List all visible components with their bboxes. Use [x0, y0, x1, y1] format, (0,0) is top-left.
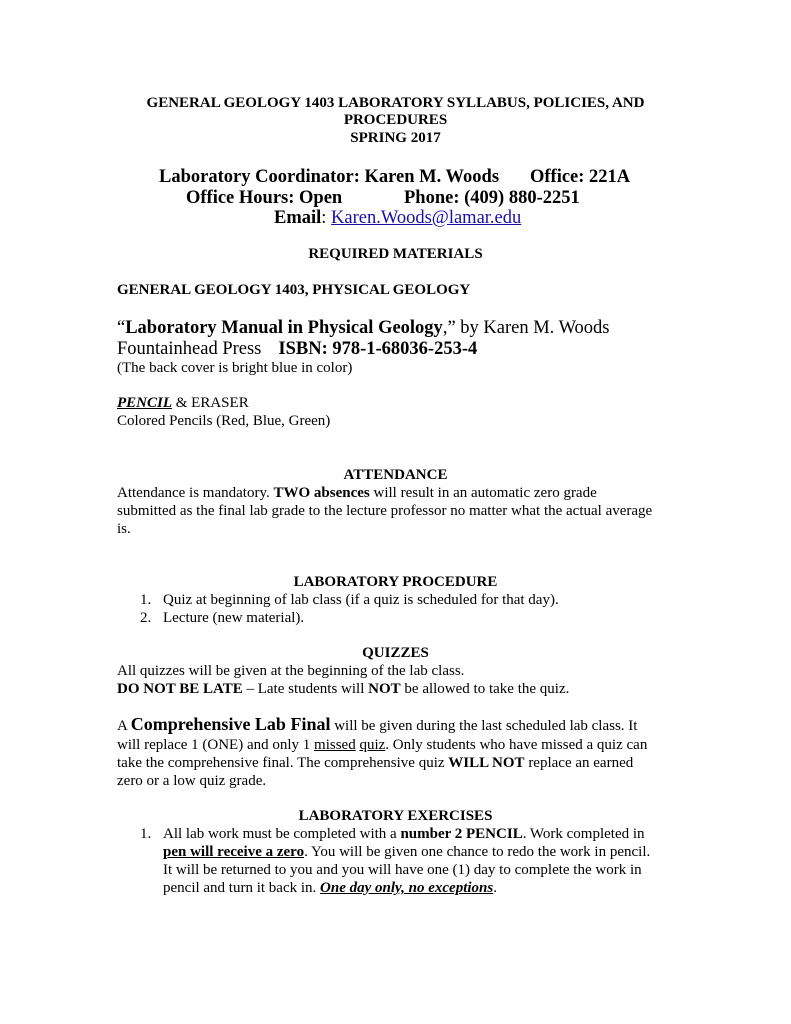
- attendance-absences: TWO absences: [273, 485, 370, 501]
- final-text-a2: will replace 1 (ONE) and only 1: [117, 737, 315, 753]
- quiz-word: quiz: [359, 737, 386, 753]
- attendance-heading: ATTENDANCE: [343, 467, 448, 483]
- doc-term: SPRING 2017: [350, 130, 441, 146]
- open-quote: “: [117, 318, 126, 338]
- quizzes-text-b: – Late students will: [242, 681, 369, 697]
- quizzes-heading: QUIZZES: [362, 645, 429, 661]
- procedure-item-number: 1.: [140, 592, 152, 608]
- textbook-line: [117, 317, 610, 339]
- attendance-text-c: will result in an automatic zero grade: [369, 485, 597, 501]
- final-line-2: [117, 736, 647, 754]
- pencil-label: PENCIL: [117, 395, 173, 411]
- coordinator-name: Laboratory Coordinator: Karen M. Woods: [159, 167, 500, 187]
- final-text-c: will be given during the last scheduled lab class. It: [330, 718, 638, 734]
- exercise-text-a4: pencil and turn it back in.: [163, 880, 321, 896]
- exercise-line-1: [163, 825, 645, 843]
- doc-title-line-1: GENERAL GEOLOGY 1403 LABORATORY SYLLABUS, POLICIES, AND: [146, 95, 645, 111]
- pen-zero-warning: pen will receive a zero: [163, 844, 305, 860]
- exercise-line-3: It will be returned to you and you will have one (1) day to complete the work in: [163, 862, 642, 878]
- textbook-author: ,” by Karen M. Woods: [442, 318, 610, 338]
- number-2-pencil: number 2 PENCIL: [400, 826, 523, 842]
- email-line: [274, 207, 521, 229]
- missed-word: missed: [314, 737, 356, 753]
- exercise-period: .: [493, 880, 497, 896]
- email-label: Email: [274, 208, 322, 228]
- exercise-text-a: All lab work must be completed with a: [163, 826, 401, 842]
- publisher: Fountainhead Press: [117, 339, 262, 359]
- quizzes-not: NOT: [368, 681, 401, 697]
- textbook-title: Laboratory Manual in Physical Geology: [125, 318, 443, 338]
- final-text-a: A: [117, 718, 131, 734]
- exercise-item-number: 1.: [140, 826, 152, 842]
- final-text-a3: take the comprehensive final. The comprehensive quiz: [117, 755, 449, 771]
- procedure-heading: LABORATORY PROCEDURE: [293, 574, 498, 590]
- attendance-line-3: is.: [117, 521, 131, 537]
- course-name: GENERAL GEOLOGY 1403, PHYSICAL GEOLOGY: [117, 282, 471, 298]
- exercises-heading: LABORATORY EXERCISES: [298, 808, 493, 824]
- email-sep: :: [321, 208, 332, 228]
- publisher-line: [117, 338, 477, 360]
- procedure-item-text: Lecture (new material).: [163, 610, 305, 626]
- procedure-item-number: 2.: [140, 610, 152, 626]
- attendance-text-a: Attendance is mandatory.: [117, 485, 274, 501]
- exercise-text-b2: . You will be given one chance to redo the work in pencil.: [304, 844, 651, 860]
- final-line-3: [117, 754, 633, 772]
- exercise-text-c: . Work completed in: [522, 826, 645, 842]
- phone-number: Phone: (409) 880-2251: [404, 188, 580, 208]
- comprehensive-lab-final: Comprehensive Lab Final: [130, 714, 331, 734]
- office-hours: Office Hours: Open: [186, 188, 343, 208]
- final-text-e: . Only students who have missed a quiz can: [385, 737, 648, 753]
- procedure-item-text: Quiz at beginning of lab class (if a quiz is scheduled for that day).: [163, 592, 559, 608]
- attendance-line-2: submitted as the final lab grade to the lecture professor no matter what the actual average: [117, 503, 653, 519]
- do-not-be-late: DO NOT BE LATE: [117, 681, 243, 697]
- final-line-4: zero or a low quiz grade.: [117, 773, 267, 789]
- final-line-1: [117, 715, 637, 735]
- cover-note: (The back cover is bright blue in color): [117, 360, 353, 376]
- required-materials-heading: REQUIRED MATERIALS: [308, 246, 483, 262]
- isbn: ISBN: 978-1-68036-253-4: [278, 339, 478, 359]
- email-link[interactable]: Karen.Woods@lamar.edu: [331, 208, 522, 228]
- quizzes-line-1: All quizzes will be given at the beginning of the lab class.: [117, 663, 465, 679]
- exercise-line-2: [163, 843, 650, 861]
- final-text-c3: replace an earned: [524, 755, 634, 771]
- attendance-line-1: [117, 484, 597, 502]
- one-day-only: One day only, no exceptions: [320, 880, 494, 896]
- exercise-line-4: [163, 879, 497, 897]
- will-not: WILL NOT: [448, 755, 525, 771]
- pencil-line: [117, 394, 249, 412]
- eraser-label: & ERASER: [172, 395, 249, 411]
- doc-title-line-2: PROCEDURES: [343, 112, 448, 128]
- colored-pencils: Colored Pencils (Red, Blue, Green): [117, 413, 331, 429]
- quizzes-line-2: [117, 680, 569, 698]
- quizzes-text-d: be allowed to take the quiz.: [400, 681, 570, 697]
- office-number: Office: 221A: [530, 167, 631, 187]
